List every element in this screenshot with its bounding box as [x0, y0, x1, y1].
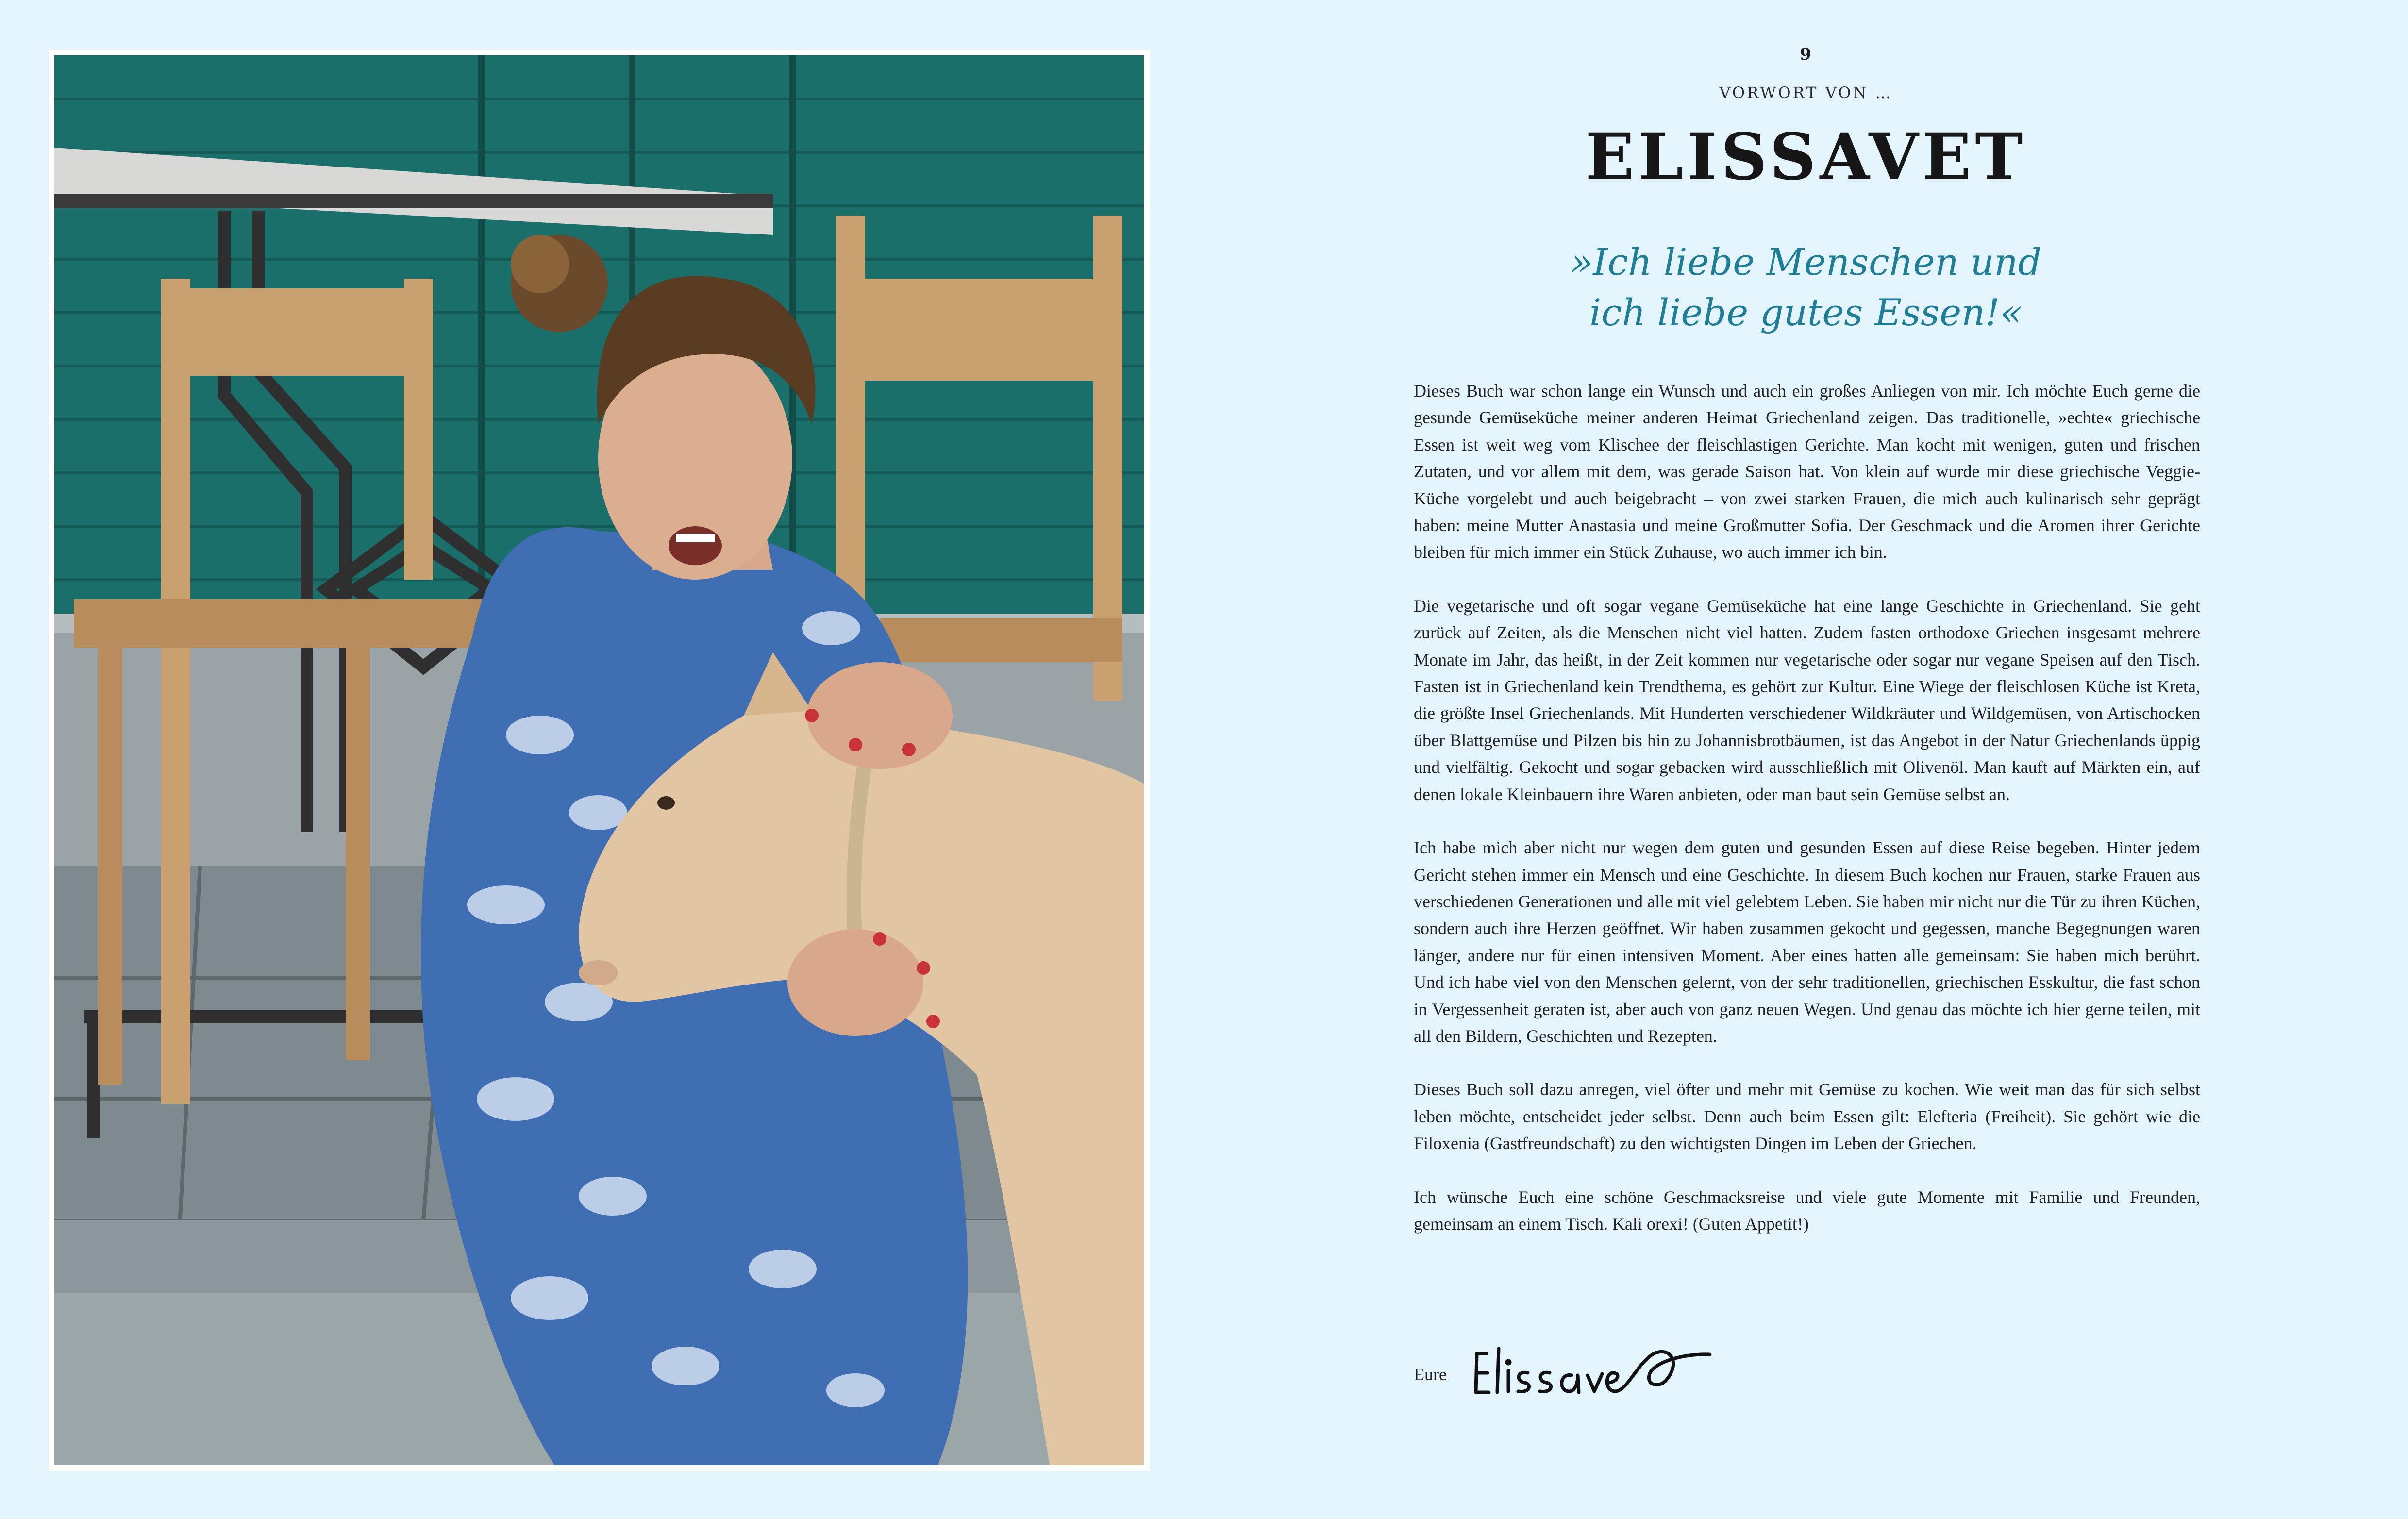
page-number: 9: [1800, 45, 1812, 64]
paragraph-1: Dieses Buch war schon lange ein Wunsch und auch ein großes Anliegen von mir. Ich möchte Euch gerne die gesunde Gemüseküche meiner anderen Heimat Griechenland zeigen. Das traditionelle, »echte« griechische Essen ist weit weg vom Klischee der fleischlastigen Gerichte. Man kocht mit wenigen, guten und frischen Zutaten, und vor allem mit dem, was gerade Saison hat. Von klein auf wurde mir diese griechische Veggie-Küche vorgelebt und auch beigebracht – von zwei starken Frauen, die mich auch kulinarisch sehr geprägt haben: meine Mutter Anastasia und meine Großmutter Sofia. Der Geschmack und die Aromen ihrer Gerichte bleiben für mich immer ein Stück Zuhause, wo auch immer ich bin.: [1414, 381, 2200, 562]
paragraph-2: Die vegetarische und oft sogar vegane Gemüseküche hat eine lange Geschichte in Griechenland. Sie geht zurück auf Zeiten, als die Menschen nicht viel hatten. Zudem fasten orthodoxe Griechen insgesamt mehrere Monate im Jahr, das heißt, in der Zeit kommen nur vegetarische oder sogar nur vegane Speisen auf den Tisch. Fasten ist in Griechenland kein Trendthema, es gehört zur Kultur. Eine Wiege der fleischlosen Küche ist Kreta, die größte Insel Griechenlands. Mit Hunderten verschiedener Wildkräuter und Wildgemüsen, von Artischocken über Blattgemüse und Pilzen bis hin zu Johannisbrotbäumen, ist das Angebot in der Natur Griechenlands üppig und vielfältig. Gekocht und sogar gebacken wird ausschließlich mit Olivenöl. Man kauft auf Märkten ein, auf denen lokale Kleinbauern ihre Waren anbieten, oder man baut sein Gemüse selbst an.: [1414, 596, 2200, 804]
signoff: [1414, 1334, 1851, 1407]
body-text: [1414, 378, 2200, 1264]
handwritten-signature: [1467, 1334, 1720, 1407]
paragraph-4: Dieses Buch soll dazu anregen, viel öfter und mehr mit Gemüse zu kochen. Wie weit man das für sich selbst leben möchte, entscheidet jeder selbst. Denn auch beim Essen gilt: Elefteria (Freiheit). Sie gehört wie die Filoxenia (Gastfreundschaft) zu den wichtigsten Dingen im Leben der Griechen.: [1414, 1080, 2200, 1153]
paragraph-5: Ich wünsche Euch eine schöne Geschmacksreise und viele gute Momente mit Familie und Freunden, gemeinsam an einem Tisch. Kali orexi! (Guten Appetit!): [1414, 1187, 2200, 1234]
pull-quote: [1456, 237, 2156, 338]
pull-quote-line-1: »Ich liebe Menschen und: [1570, 240, 2042, 284]
page-title: ELISSAVET: [1585, 119, 2027, 195]
photo-illustration: [54, 55, 1144, 1465]
portrait-photo: [54, 55, 1144, 1465]
paragraph-3: Ich habe mich aber nicht nur wegen dem guten und gesunden Essen auf diese Reise begeben. Hinter jedem Gericht stehen immer ein Mensch und eine Geschichte. In diesem Buch kochen nur Frauen, starke Frauen aus verschiedenen Generationen und alle mit viel gelebtem Leben. Sie haben mir nicht nur die Tür zu ihren Küchen, sondern auch ihre Herzen geöffnet. Wir haben zusammen gekocht und gegessen, manche Begegnungen waren länger, andere nur für einen intensiven Moment. Aber eines hatten alle gemeinsam: Sie haben mich berührt. Und ich habe viel von den Menschen gelernt, von der sehr traditionellen, griechischen Esskultur, die fast schon in Vergessenheit geraten ist, aber auch von ganz neuen Wegen. Und genau das möchte ich hier gerne teilen, mit all den Bildern, Geschichten und Rezepten.: [1414, 838, 2200, 1046]
section-kicker: VORWORT VON …: [1719, 83, 1893, 102]
pull-quote-line-2: ich liebe gutes Essen!«: [1589, 291, 2023, 334]
signoff-label: Eure: [1414, 1365, 1447, 1384]
